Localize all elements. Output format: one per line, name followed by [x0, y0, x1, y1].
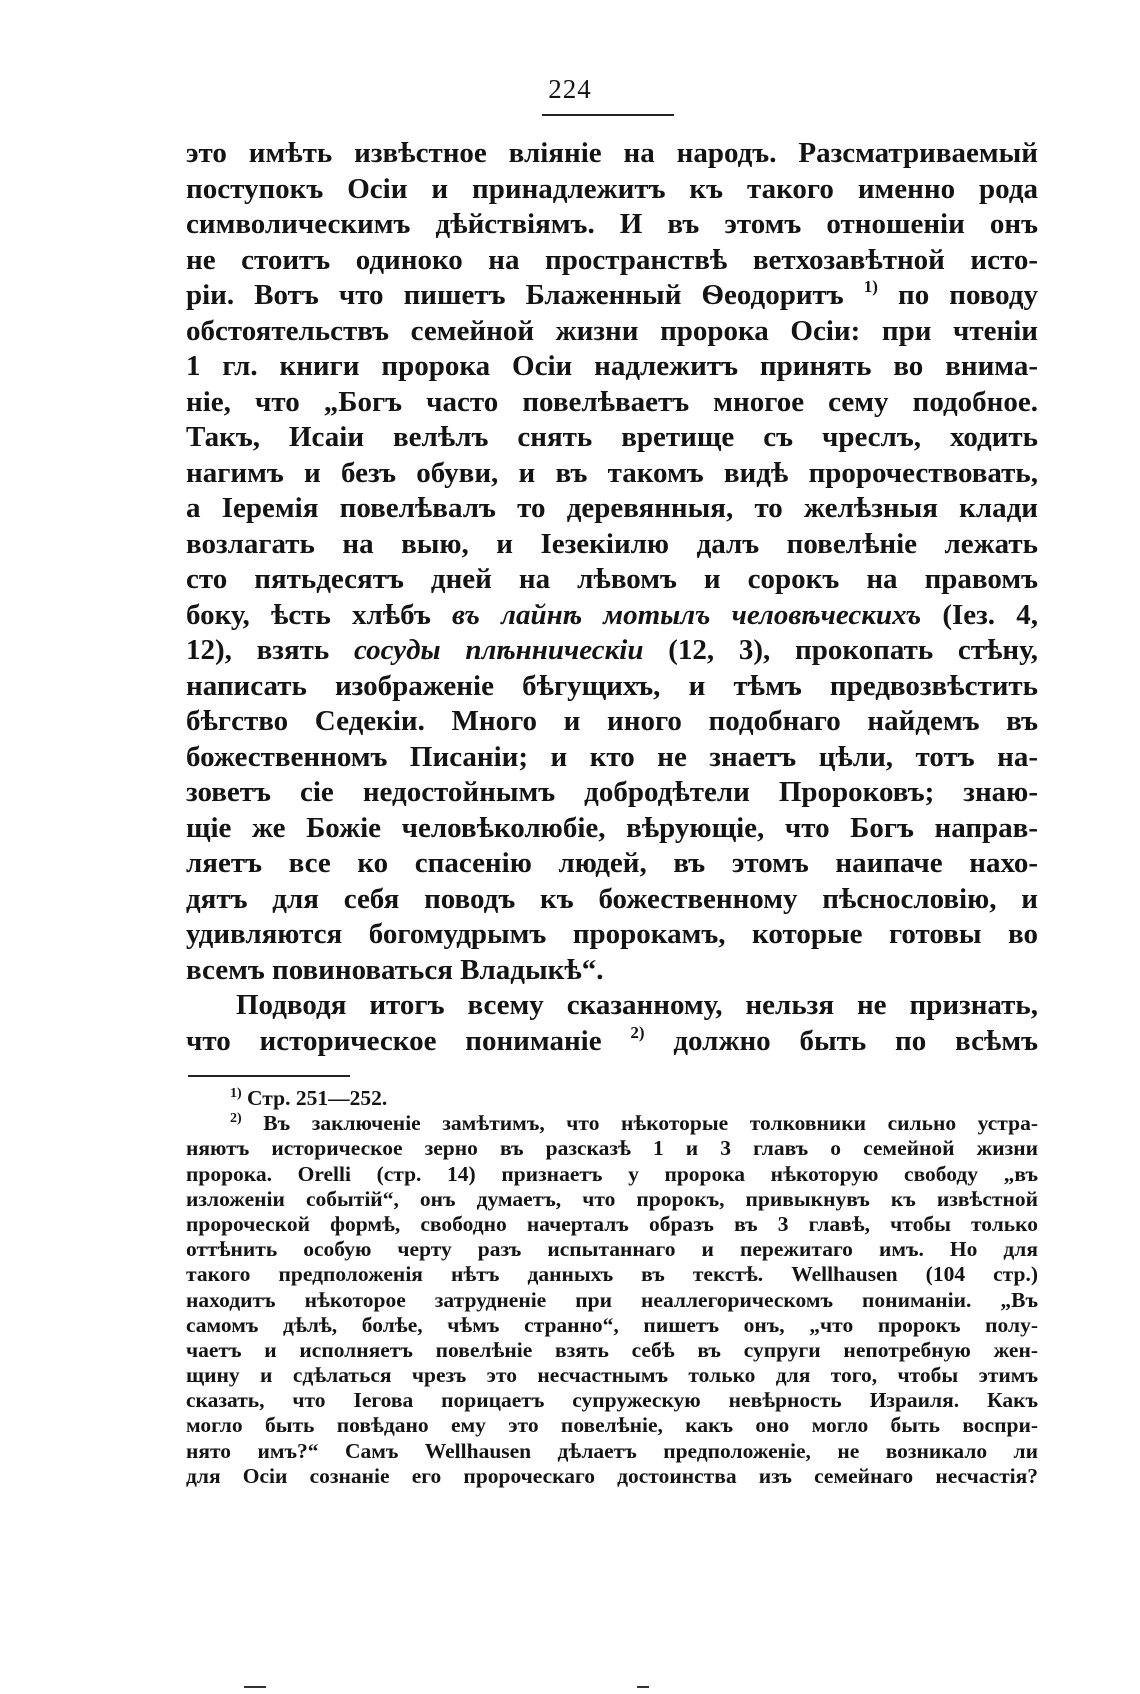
body-line: щіе же Божіе человѣколюбіе, вѣрующіе, что Богъ направ- [186, 811, 1038, 844]
italic-quote: въ лайнѣ мотылъ человѣческихъ [452, 598, 922, 631]
footnote-2-line: изложеніи событій“, онъ думаетъ, что пророкъ, привыкнувъ къ извѣстной [186, 1186, 1038, 1211]
footnote-2-line: чаетъ и исполняетъ повелѣніе взять себѣ въ супруги непотребную жен- [186, 1337, 1038, 1362]
body-line: написать изображеніе бѣгущихъ, и тѣмъ предвозвѣстить [186, 669, 1038, 702]
body-text: боку, ѣсть хлѣбъ [186, 598, 431, 631]
footnote-text: Въ заключеніе замѣтимъ, что нѣкоторые толковники сильно устра- [263, 1111, 1039, 1136]
main-text [186, 136, 1038, 1059]
body-line: возлагать на выю, и Іезекіилю далъ повелѣніе лежать [186, 527, 1038, 560]
body-line [186, 598, 1038, 634]
body-line: бѣгство Седекіи. Много и иного подобнаго найдемъ въ [186, 705, 1038, 737]
body-line: божественномъ Писаніи; и кто не знаетъ цѣли, тотъ на- [186, 740, 1038, 773]
body-line: поступокъ Осіи и принадлежитъ къ такого именно рода [186, 172, 1038, 205]
body-text: (12, 3), прокопать стѣну, [668, 634, 1038, 666]
page-number-rule [542, 114, 674, 116]
body-text: (Іез. 4, [942, 598, 1038, 631]
italic-quote: сосуды плѣнническіи [353, 634, 644, 666]
footnote-ref-1: 1) [863, 277, 878, 296]
body-line: а Іеремія повелѣвалъ то деревянныя, то желѣзныя клади [186, 492, 1038, 524]
footnote-2-line: могло быть повѣдано ему это повелѣніе, какъ оно могло быть воспри- [186, 1413, 1038, 1438]
footnote-2-line: самомъ дѣлѣ, болѣе, чѣмъ странно“, пишетъ онъ, „что пророкъ полу- [186, 1312, 1038, 1337]
footnote-ref-2: 2) [630, 1022, 645, 1042]
footnote-text: Стр. 251—252. [247, 1086, 388, 1110]
body-line: Такъ, Исаіи велѣлъ снять вретище съ чреслъ, ходить [186, 421, 1038, 453]
footnote-2-line: такого предположенія нѣтъ данныхъ въ текстѣ. Wellhausen (104 стр.) [186, 1262, 1038, 1287]
footnote-2-line [186, 1111, 1038, 1136]
footnote-2-line: для Осіи сознаніе его пророческаго достоинства изъ семейнаго несчастія? [186, 1463, 1038, 1488]
bottom-mark-left [244, 1686, 266, 1688]
body-line: это имѣть извѣстное вліяніе на народъ. Разсматриваемый [186, 137, 1038, 169]
body-text: ріи. Вотъ что пишетъ Блаженный Ѳеодоритъ [186, 279, 844, 311]
bottom-mark-right [637, 1686, 649, 1688]
body-line: нагимъ и безъ обуви, и въ такомъ видѣ пророчествовать, [186, 456, 1038, 489]
body-line: не стоитъ одиноко на пространствѣ ветхозавѣтной исто- [186, 243, 1038, 276]
footnote-2-line: пророка. Orelli (стр. 14) признаетъ у пророка нѣкоторую свободу „въ [186, 1161, 1038, 1186]
footnote-1 [186, 1086, 1038, 1111]
footnote-marker: 1) [230, 1086, 242, 1101]
footnote-2-line: щину и сдѣлаться чрезъ это несчастнымъ только для того, чтобы этимъ [186, 1363, 1038, 1388]
footnote-2-line: няютъ историческое зерно въ разсказѣ 1 и 3 главъ о семейной жизни [186, 1136, 1038, 1161]
footnote-2-line: оттѣнить особую черту разъ испытаннаго и пережитаго имъ. Но для [186, 1237, 1038, 1262]
body-line [186, 1024, 1038, 1060]
footnote-2-line: нято имъ?“ Самъ Wellhausen дѣлаетъ предположеніе, не возникало ли [186, 1438, 1038, 1463]
body-line: символическимъ дѣйствіямъ. И въ этомъ отношеніи онъ [186, 208, 1038, 240]
body-line: Подводя итогъ всему сказанному, нельзя не признать, [236, 989, 1038, 1021]
body-line: ніе, что „Богъ часто повелѣваетъ многое сему подобное. [186, 385, 1038, 418]
footnote-2-line: находитъ нѣкоторое затрудненіе при неаллегорическомъ пониманіи. „Въ [186, 1287, 1038, 1312]
footnotes [186, 1086, 1038, 1489]
page-number: 224 [548, 74, 592, 104]
footnote-2-line: сказать, что Іегова порицаетъ супружескую невѣрность Израиля. Какъ [186, 1388, 1038, 1413]
body-line: всемъ повиноваться Владыкѣ“. [186, 953, 604, 986]
body-line: 1 гл. книги пророка Осіи надлежитъ принять во внима- [186, 350, 1038, 382]
footnote-2-line: пророческой формѣ, свободно начерталъ образъ въ 3 главѣ, чтобы только [186, 1211, 1038, 1236]
body-line: обстоятельствъ семейной жизни пророка Осіи: при чтеніи [186, 314, 1038, 347]
body-line: зоветъ сіе недостойнымъ добродѣтели Пророковъ; знаю- [186, 776, 1038, 808]
body-text: что историческое пониманіе [186, 1024, 602, 1057]
body-line: удивляются богомудрымъ пророкамъ, которые готовы во [186, 918, 1038, 950]
body-line [186, 278, 1038, 314]
body-line: дятъ для себя поводъ къ божественному пѣснословію, и [186, 882, 1038, 915]
body-text: должно быть по всѣмъ [673, 1024, 1038, 1057]
footnote-rule [188, 1075, 350, 1077]
body-line [186, 633, 1038, 669]
body-text: 12), взять [186, 634, 330, 666]
footnote-marker: 2) [230, 1111, 242, 1127]
body-text: по поводу [897, 279, 1039, 311]
body-line: сто пятьдесятъ дней на лѣвомъ и сорокъ на правомъ [186, 563, 1038, 595]
body-line: ляетъ все ко спасенію людей, въ этомъ наипаче нахо- [186, 847, 1038, 879]
